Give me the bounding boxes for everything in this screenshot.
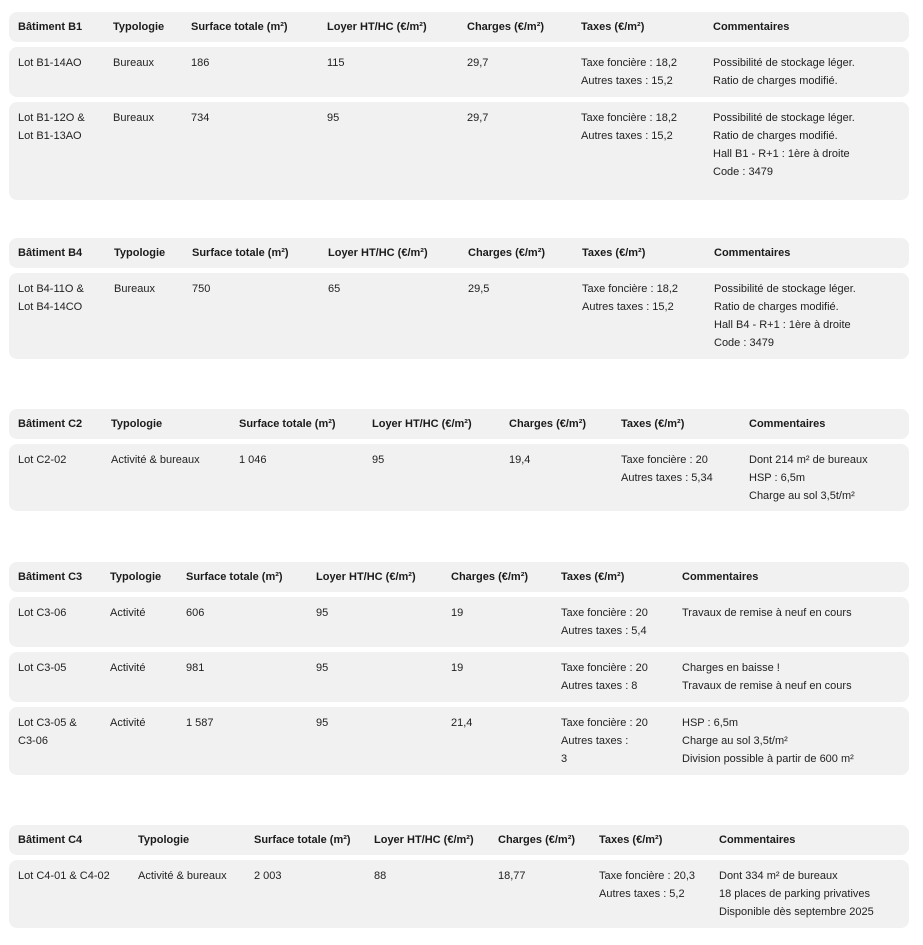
table-row <box>9 860 909 928</box>
commentaires-line: Division possible à partir de 600 m² <box>682 753 854 765</box>
charges-cell: 19 <box>451 607 464 619</box>
taxes-line: Autres taxes : 5,34 <box>621 472 713 484</box>
commentaires-cell <box>713 54 855 90</box>
building-header: Bâtiment C3 <box>18 571 83 583</box>
surface-cell: 981 <box>186 662 205 674</box>
charges-cell: 29,7 <box>467 57 489 69</box>
commentaires-line: Code : 3479 <box>714 337 774 349</box>
surface-cell: 2 003 <box>254 870 282 882</box>
commentaires-line: Ratio de charges modifié. <box>714 301 839 313</box>
lot-cell <box>18 54 82 72</box>
commentaires-cell <box>682 604 852 622</box>
commentaires-line: Disponible dès septembre 2025 <box>719 906 874 918</box>
table-row <box>9 652 909 702</box>
lot-cell <box>18 659 66 677</box>
lot-line: Lot B1-14AO <box>18 57 82 69</box>
lot-line: Lot B1-12O & <box>18 112 85 124</box>
taxes-line: Autres taxes : 5,4 <box>561 625 647 637</box>
table-row <box>9 597 909 647</box>
charges-cell: 29,7 <box>467 112 489 124</box>
loyer-header: Loyer HT/HC (€/m²) <box>316 571 416 583</box>
commentaires-line: Hall B4 - R+1 : 1ère à droite <box>714 319 851 331</box>
loyer-cell: 95 <box>316 662 329 674</box>
table-header <box>9 238 909 268</box>
taxes-line: Taxe foncière : 20 <box>561 662 648 674</box>
taxes-cell <box>581 54 677 90</box>
taxes-header: Taxes (€/m²) <box>581 21 645 33</box>
surface-cell: 1 046 <box>239 454 267 466</box>
taxes-line: Autres taxes : 15,2 <box>581 130 673 142</box>
surface-header: Surface totale (m²) <box>186 571 283 583</box>
typologie-cell: Bureaux <box>114 283 155 295</box>
lot-cell <box>18 867 110 885</box>
commentaires-header: Commentaires <box>714 247 791 259</box>
loyer-header: Loyer HT/HC (€/m²) <box>374 834 474 846</box>
taxes-line: 3 <box>561 753 568 765</box>
commentaires-line: Possibilité de stockage léger. <box>713 112 855 124</box>
charges-cell: 21,4 <box>451 717 473 729</box>
charges-cell: 18,77 <box>498 870 526 882</box>
taxes-cell <box>582 280 678 316</box>
loyer-header: Loyer HT/HC (€/m²) <box>328 247 428 259</box>
surface-cell: 750 <box>192 283 211 295</box>
typologie-cell: Activité & bureaux <box>111 454 200 466</box>
charges-header: Charges (€/m²) <box>468 247 546 259</box>
taxes-cell <box>561 659 648 695</box>
charges-header: Charges (€/m²) <box>509 418 587 430</box>
charges-header: Charges (€/m²) <box>451 571 529 583</box>
commentaires-cell <box>749 451 868 505</box>
taxes-cell <box>561 714 648 768</box>
charges-header: Charges (€/m²) <box>498 834 576 846</box>
taxes-line: Taxe foncière : 20 <box>561 717 648 729</box>
taxes-header: Taxes (€/m²) <box>561 571 625 583</box>
commentaires-header: Commentaires <box>713 21 790 33</box>
loyer-header: Loyer HT/HC (€/m²) <box>372 418 472 430</box>
loyer-cell: 115 <box>327 57 345 69</box>
taxes-line: Taxe foncière : 18,2 <box>582 283 679 295</box>
charges-cell: 29,5 <box>468 283 490 295</box>
loyer-cell: 95 <box>316 607 329 619</box>
taxes-line: Autres taxes : <box>561 735 629 747</box>
surface-header: Surface totale (m²) <box>239 418 336 430</box>
taxes-line: Taxe foncière : 18,2 <box>581 57 678 69</box>
taxes-line: Taxe foncière : 20 <box>621 454 708 466</box>
typologie-cell: Bureaux <box>113 57 154 69</box>
lot-line: C3-06 <box>18 735 48 747</box>
lot-line: Lot B1-13AO <box>18 130 82 142</box>
surface-cell: 1 587 <box>186 717 214 729</box>
taxes-header: Taxes (€/m²) <box>599 834 663 846</box>
commentaires-line: 18 places de parking privatives <box>719 888 871 900</box>
table-row <box>9 47 909 97</box>
table-header <box>9 409 909 439</box>
loyer-cell: 88 <box>374 870 387 882</box>
taxes-header: Taxes (€/m²) <box>582 247 646 259</box>
charges-header: Charges (€/m²) <box>467 21 545 33</box>
surface-cell: 606 <box>186 607 205 619</box>
commentaires-cell <box>713 109 855 181</box>
commentaires-line: Dont 334 m² de bureaux <box>719 870 838 882</box>
taxes-line: Taxe foncière : 18,2 <box>581 112 678 124</box>
lot-line: Lot C3-05 <box>18 662 67 674</box>
commentaires-line: Charge au sol 3,5t/m² <box>749 490 855 502</box>
lot-line: Lot C2-02 <box>18 454 67 466</box>
commentaires-line: Possibilité de stockage léger. <box>714 283 856 295</box>
charges-cell: 19,4 <box>509 454 531 466</box>
typologie-header: Typologie <box>138 834 190 846</box>
commentaires-line: Possibilité de stockage léger. <box>713 57 855 69</box>
typologie-header: Typologie <box>111 418 163 430</box>
loyer-cell: 95 <box>327 112 340 124</box>
commentaires-header: Commentaires <box>749 418 826 430</box>
typologie-header: Typologie <box>114 247 166 259</box>
table-row <box>9 273 909 359</box>
commentaires-line: Travaux de remise à neuf en cours <box>682 680 852 692</box>
commentaires-header: Commentaires <box>719 834 796 846</box>
loyer-cell: 95 <box>316 717 329 729</box>
commentaires-cell <box>682 714 854 768</box>
commentaires-line: Travaux de remise à neuf en cours <box>682 607 852 619</box>
commentaires-cell <box>682 659 852 695</box>
commentaires-line: Hall B1 - R+1 : 1ère à droite <box>713 148 850 160</box>
commentaires-line: HSP : 6,5m <box>682 717 739 729</box>
commentaires-line: HSP : 6,5m <box>749 472 806 484</box>
surface-cell: 734 <box>191 112 210 124</box>
surface-header: Surface totale (m²) <box>192 247 289 259</box>
commentaires-header: Commentaires <box>682 571 759 583</box>
building-header: Bâtiment B1 <box>18 21 83 33</box>
commentaires-line: Ratio de charges modifié. <box>713 75 838 87</box>
taxes-line: Autres taxes : 5,2 <box>599 888 685 900</box>
table-header <box>9 12 909 42</box>
typologie-cell: Activité & bureaux <box>138 870 227 882</box>
commentaires-line: Charges en baisse ! <box>682 662 780 674</box>
typologie-header: Typologie <box>110 571 162 583</box>
lot-cell <box>18 714 77 750</box>
commentaires-cell <box>714 280 856 352</box>
commentaires-line: Code : 3479 <box>713 166 773 178</box>
commentaires-line: Charge au sol 3,5t/m² <box>682 735 788 747</box>
loyer-cell: 65 <box>328 283 341 295</box>
loyer-header: Loyer HT/HC (€/m²) <box>327 21 427 33</box>
commentaires-line: Dont 214 m² de bureaux <box>749 454 868 466</box>
lot-line: Lot C4-01 & C4-02 <box>18 870 110 882</box>
table-header <box>9 562 909 592</box>
typologie-cell: Bureaux <box>113 112 154 124</box>
commentaires-cell <box>719 867 874 921</box>
table-row <box>9 102 909 200</box>
taxes-line: Autres taxes : 15,2 <box>582 301 674 313</box>
table-row <box>9 444 909 511</box>
lot-line: Lot B4-14CO <box>18 301 83 313</box>
taxes-header: Taxes (€/m²) <box>621 418 685 430</box>
lot-line: Lot C3-06 <box>18 607 67 619</box>
lot-cell <box>18 451 66 469</box>
typologie-cell: Activité <box>110 662 146 674</box>
building-header: Bâtiment C2 <box>18 418 83 430</box>
lot-line: Lot B4-11O & <box>18 283 84 295</box>
lot-line: Lot C3-05 & <box>18 717 77 729</box>
lot-cell <box>18 604 66 622</box>
taxes-cell <box>581 109 677 145</box>
typologie-header: Typologie <box>113 21 165 33</box>
typologie-cell: Activité <box>110 607 146 619</box>
taxes-cell <box>599 867 695 903</box>
lot-cell <box>18 109 85 145</box>
taxes-cell <box>621 451 713 487</box>
building-header: Bâtiment C4 <box>18 834 83 846</box>
taxes-line: Autres taxes : 15,2 <box>581 75 673 87</box>
taxes-line: Taxe foncière : 20,3 <box>599 870 696 882</box>
charges-cell: 19 <box>451 662 464 674</box>
taxes-line: Autres taxes : 8 <box>561 680 638 692</box>
building-header: Bâtiment B4 <box>18 247 83 259</box>
typologie-cell: Activité <box>110 717 146 729</box>
table-row <box>9 707 909 775</box>
table-header <box>9 825 909 855</box>
surface-cell: 186 <box>191 57 210 69</box>
lot-cell <box>18 280 84 316</box>
surface-header: Surface totale (m²) <box>191 21 288 33</box>
loyer-cell: 95 <box>372 454 385 466</box>
taxes-cell <box>561 604 648 640</box>
surface-header: Surface totale (m²) <box>254 834 351 846</box>
commentaires-line: Ratio de charges modifié. <box>713 130 838 142</box>
taxes-line: Taxe foncière : 20 <box>561 607 648 619</box>
